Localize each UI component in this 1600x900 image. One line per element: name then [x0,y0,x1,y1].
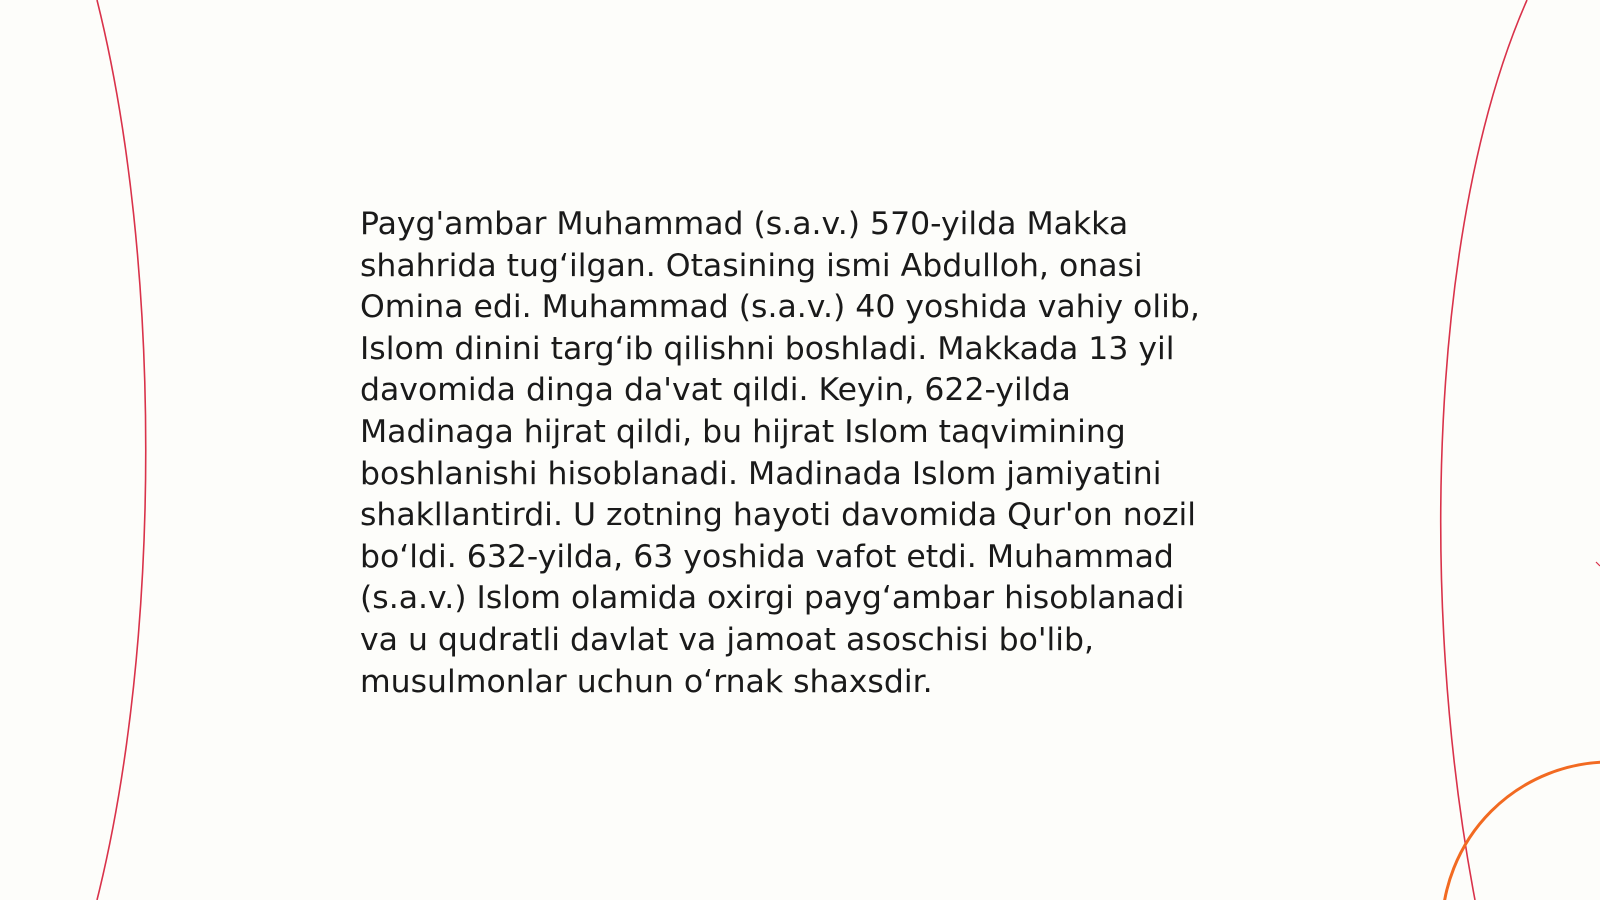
left-arc-decoration [97,0,146,900]
corner-circle-decoration [1442,762,1600,900]
right-arc-decoration [1441,0,1527,900]
right-edge-tick-decoration [1596,562,1600,566]
slide-body-text: Payg'ambar Muhammad (s.a.v.) 570-yilda Makka shahrida tug‘ilgan. Otasining ismi Abdulloh, onasi Omina edi. Muhammad (s.a.v.) 40 yoshida vahiy olib, Islom dinini targ‘ib qilishni boshladi. Makkada 13 yil davomida dinga da'vat qildi. Keyin, 622-yilda Madinaga hijrat qildi, bu hijrat Islom taqvimining boshlanishi hisoblanadi. Madinada Islom jamiyatini shakllantirdi. U zotning hayoti davomida Qur'on nozil bo‘ldi. 632-yilda, 63 yoshida vafot etdi. Muhammad (s.a.v.) Islom olamida oxirgi payg‘ambar hisoblanadi va u qudratli davlat va jamoat asoschisi bo'lib, musulmonlar uchun o‘rnak shaxsdir. [360,206,1200,700]
